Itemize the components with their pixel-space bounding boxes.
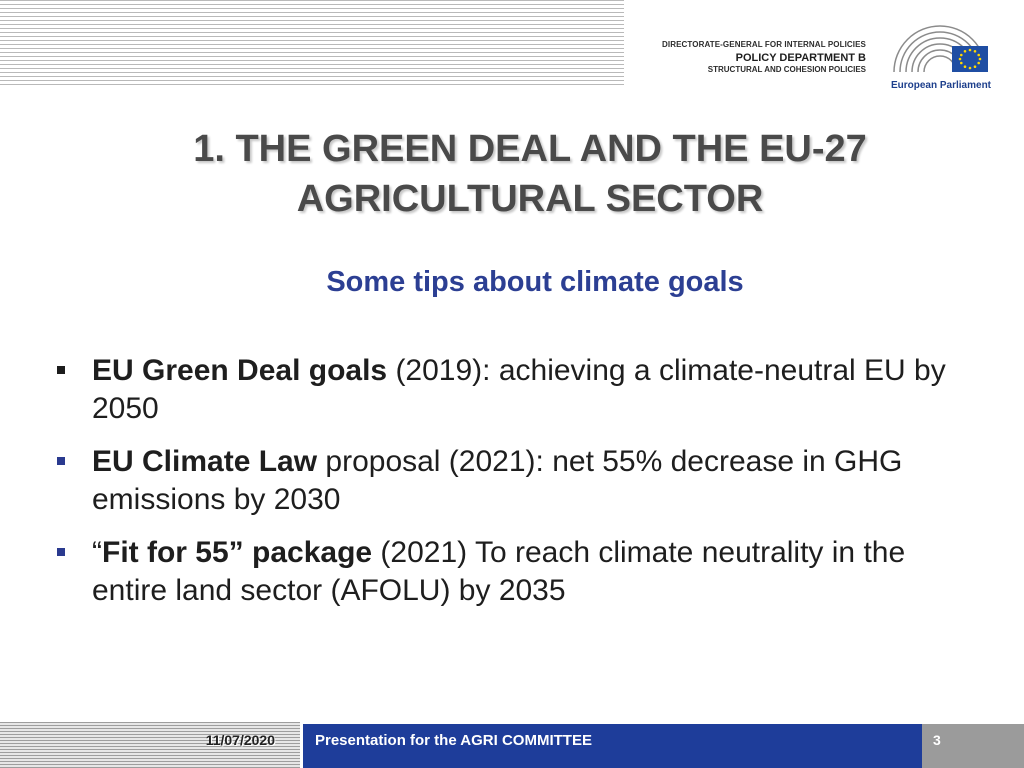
department-header bbox=[640, 40, 866, 74]
page-number: 3 bbox=[933, 732, 941, 748]
header-stripes bbox=[0, 0, 624, 86]
footer-band bbox=[303, 724, 922, 768]
european-parliament-label: European Parliament bbox=[890, 80, 992, 91]
policies-label: STRUCTURAL AND COHESION POLICIES bbox=[707, 65, 866, 74]
bullet-item-fit-for-55 bbox=[52, 534, 982, 610]
title-line-2: AGRICULTURAL SECTOR bbox=[296, 178, 764, 220]
bullet-list bbox=[52, 352, 982, 625]
bullet-bold-text: EU Climate Law bbox=[92, 445, 318, 478]
bullet-text: (2019): achieving a climate-neutral EU by 2050 bbox=[92, 354, 946, 425]
eu-flag-icon bbox=[952, 46, 988, 72]
bullet-item-climate-law bbox=[52, 443, 982, 519]
footer-date: 11/07/2020 bbox=[205, 732, 275, 748]
bullet-bold-text: EU Green Deal goals bbox=[92, 354, 388, 387]
bullet-text: (2021) To reach climate neutrality in the entire land sector (AFOLU) by 2035 bbox=[92, 536, 906, 607]
bullet-prefix: “ bbox=[92, 536, 102, 569]
bullet-square-icon bbox=[57, 548, 65, 556]
policy-department-label: POLICY DEPARTMENT B bbox=[735, 52, 866, 64]
bullet-item-green-deal bbox=[52, 352, 982, 428]
bullet-text: proposal (2021): net 55% decrease in GHG emissions by 2030 bbox=[92, 445, 903, 516]
page-number-box bbox=[922, 724, 1024, 768]
slide-title bbox=[60, 124, 1000, 224]
title-line-1: 1. THE GREEN DEAL AND THE EU-27 bbox=[193, 128, 867, 170]
bullet-square-icon bbox=[57, 366, 65, 374]
bullet-bold-text: Fit for 55” package bbox=[102, 536, 373, 569]
presentation-label: Presentation for the AGRI COMMITTEE bbox=[315, 732, 592, 749]
directorate-label: DIRECTORATE-GENERAL FOR INTERNAL POLICIES bbox=[662, 40, 866, 49]
slide-subtitle: Some tips about climate goals bbox=[326, 266, 744, 298]
bullet-square-icon bbox=[57, 457, 65, 465]
